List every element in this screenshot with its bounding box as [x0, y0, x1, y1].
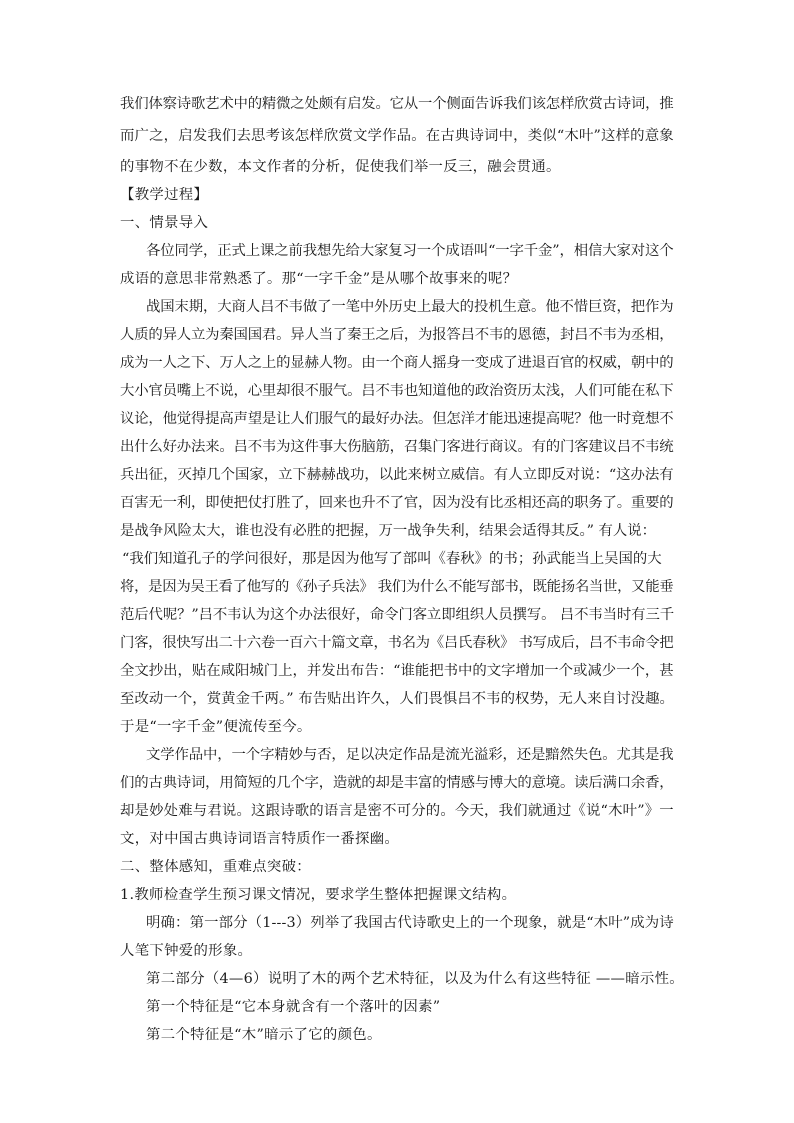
text-line: 各位同学，正式上课之前我想先给大家复习一个成语叫“一字千金”，相信大家对这个 [146, 243, 674, 259]
text-line: 于是“一字千金”便流传至今。 [120, 719, 312, 735]
text-line: 至改动一个，赏黄金千两。” 布告贴出许久，人们畏惧吕不韦的权势，无人来自讨没趣。 [120, 691, 674, 707]
text-line: “我们知道孔子的学问很好，那是因为他写了部叫《春秋》的书；孙武能当上吴国的大 [122, 551, 662, 567]
text-line: 成为一人之下、万人之上的显赫人物。由一个商人摇身一变成了进退百官的权威，朝中的 [120, 355, 674, 371]
text-line: 们的古典诗词，用简短的几个字，造就的却是丰富的情感与博大的意境。读后满口余香， [120, 775, 674, 791]
text-line: 议论，他觉得提高声望是让人们服气的最好办法。但怎洋才能迅速提高呢？他一时竟想不 [120, 411, 674, 427]
text-line: 而广之，启发我们去思考该怎样欣赏文学作品。在古典诗词中，类似“木叶”这样的意象 [120, 128, 674, 144]
text-line: 兵出征，灭掉几个国家，立下赫赫战功，以此来树立威信。有人立即反对说：“这办法有 [120, 467, 674, 483]
text-line: 将，是因为吴王看了他写的《孙子兵法》 我们为什么不能写部书，既能扬名当世，又能垂 [120, 579, 674, 595]
text-line: 二、整体感知，重难点突破： [120, 859, 311, 875]
text-line: 门客，很快写出二十六卷一百六十篇文章，书名为《吕氏春秋》 书写成后，吕不韦命令把 [120, 635, 674, 651]
text-line: 【教学过程】 [120, 187, 209, 203]
text-line: 第一个特征是“它本身就含有一个落叶的因素” [146, 999, 441, 1015]
text-line: 人质的异人立为秦国国君。异人当了秦王之后，为报答吕不韦的恩德，封吕不韦为丞相， [120, 327, 674, 343]
text-line: 范后代呢？”吕不韦认为这个办法很好，命令门客立即组织人员撰写。 吕不韦当时有三千 [120, 607, 674, 623]
text-line: 出什么好办法来。吕不韦为这件事大伤脑筋，召集门客进行商议。有的门客建议吕不韦统 [120, 439, 674, 455]
text-line: 是战争风险太大，谁也没有必胜的把握，万一战争失利，结果会适得其反。” 有人说： [120, 523, 656, 539]
text-line: 第二部分（4—6）说明了木的两个艺术特征，以及为什么有这些特征 ——暗示性。 [146, 971, 684, 987]
text-line: 全文抄出，贴在咸阳城门上，并发出布告：“谁能把书中的文字增加一个或减少一个，甚 [120, 663, 674, 679]
text-line: 却是妙处难与君说。这跟诗歌的语言是密不可分的。今天，我们就通过《说“木叶”》一 [120, 803, 674, 819]
text-line: 大小官员嘴上不说，心里却很不服气。吕不韦也知道他的政治资历太浅，人们可能在私下 [120, 383, 674, 399]
text-line: 文学作品中，一个字精妙与否，足以决定作品是流光溢彩，还是黯然失色。尤其是我 [146, 747, 674, 763]
text-line: 我们体察诗歌艺术中的精微之处颇有启发。它从一个侧面告诉我们该怎样欣赏古诗词，推 [120, 96, 674, 112]
text-line: 战国末期，大商人吕不韦做了一笔中外历史上最大的投机生意。他不惜巨资，把作为 [146, 299, 674, 315]
text-line: 人笔下钟爱的形象。 [120, 943, 253, 959]
text-line: 一、情景导入 [120, 215, 209, 231]
text-line: 成语的意思非常熟悉了。那“一字千金”是从哪个故事来的呢？ [120, 271, 518, 287]
text-line: 第二个特征是“木”暗示了它的颜色。 [146, 1027, 382, 1043]
text-line: 1.教师检查学生预习课文情况，要求学生整体把握课文结构。 [120, 887, 517, 903]
text-line: 明确：第一部分（1---3）列举了我国古代诗歌史上的一个现象，就是“木叶”成为诗 [146, 915, 674, 931]
text-line: 的事物不在少数，本文作者的分析，促使我们举一反三，融会贯通。 [120, 159, 561, 175]
text-line: 百害无一利，即使把仗打胜了，回来也升不了官，因为没有比丞相还高的职务了。重要的 [120, 495, 674, 511]
text-line: 文，对中国古典诗词语言特质作一番探幽。 [120, 831, 400, 847]
